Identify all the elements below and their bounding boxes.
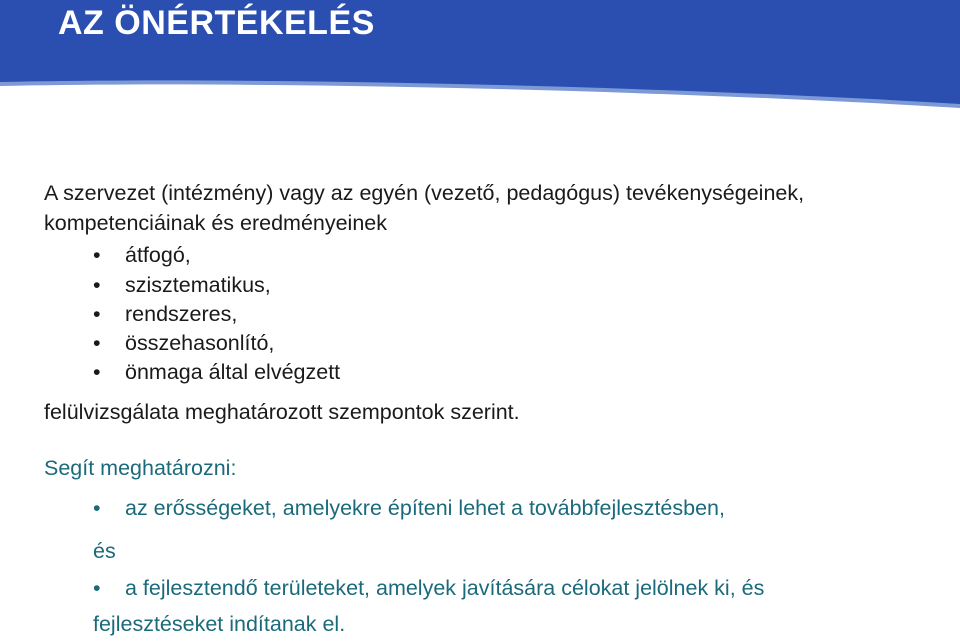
intro-line-2: kompetenciáinak és eredményeinek: [44, 211, 388, 235]
quality-item-4: összehasonlító,: [125, 331, 275, 355]
helps-item-2: a fejlesztendő területeket, amelyek javítására célokat jelölnek ki, és: [125, 576, 765, 600]
bullet-icon: •: [93, 360, 101, 384]
slide-title: AZ ÖNÉRTÉKELÉS: [58, 4, 375, 42]
bullet-icon: •: [93, 496, 101, 520]
helps-item-1: az erősségeket, amelyekre építeni lehet a továbbfejlesztésben,: [125, 496, 725, 520]
bullet-icon: •: [93, 576, 101, 600]
bullet-icon: •: [93, 243, 101, 267]
bullet-icon: •: [93, 331, 101, 355]
quality-item-5: önmaga által elvégzett: [125, 360, 341, 384]
bullet-icon: •: [93, 302, 101, 326]
intro-line-1: A szervezet (intézmény) vagy az egyén (vezető, pedagógus) tevékenységeinek,: [44, 181, 805, 205]
quality-item-2: szisztematikus,: [125, 273, 271, 297]
quality-item-1: átfogó,: [125, 243, 191, 267]
bullet-icon: •: [93, 273, 101, 297]
quality-item-3: rendszeres,: [125, 302, 238, 326]
conclusion-text: felülvizsgálata meghatározott szempontok szerint.: [44, 400, 520, 424]
helps-item-2-continuation: fejlesztéseket indítanak el.: [93, 612, 346, 636]
helps-connector: és: [93, 539, 116, 563]
helps-heading: Segít meghatározni:: [44, 456, 237, 480]
title-banner: [0, 0, 960, 112]
